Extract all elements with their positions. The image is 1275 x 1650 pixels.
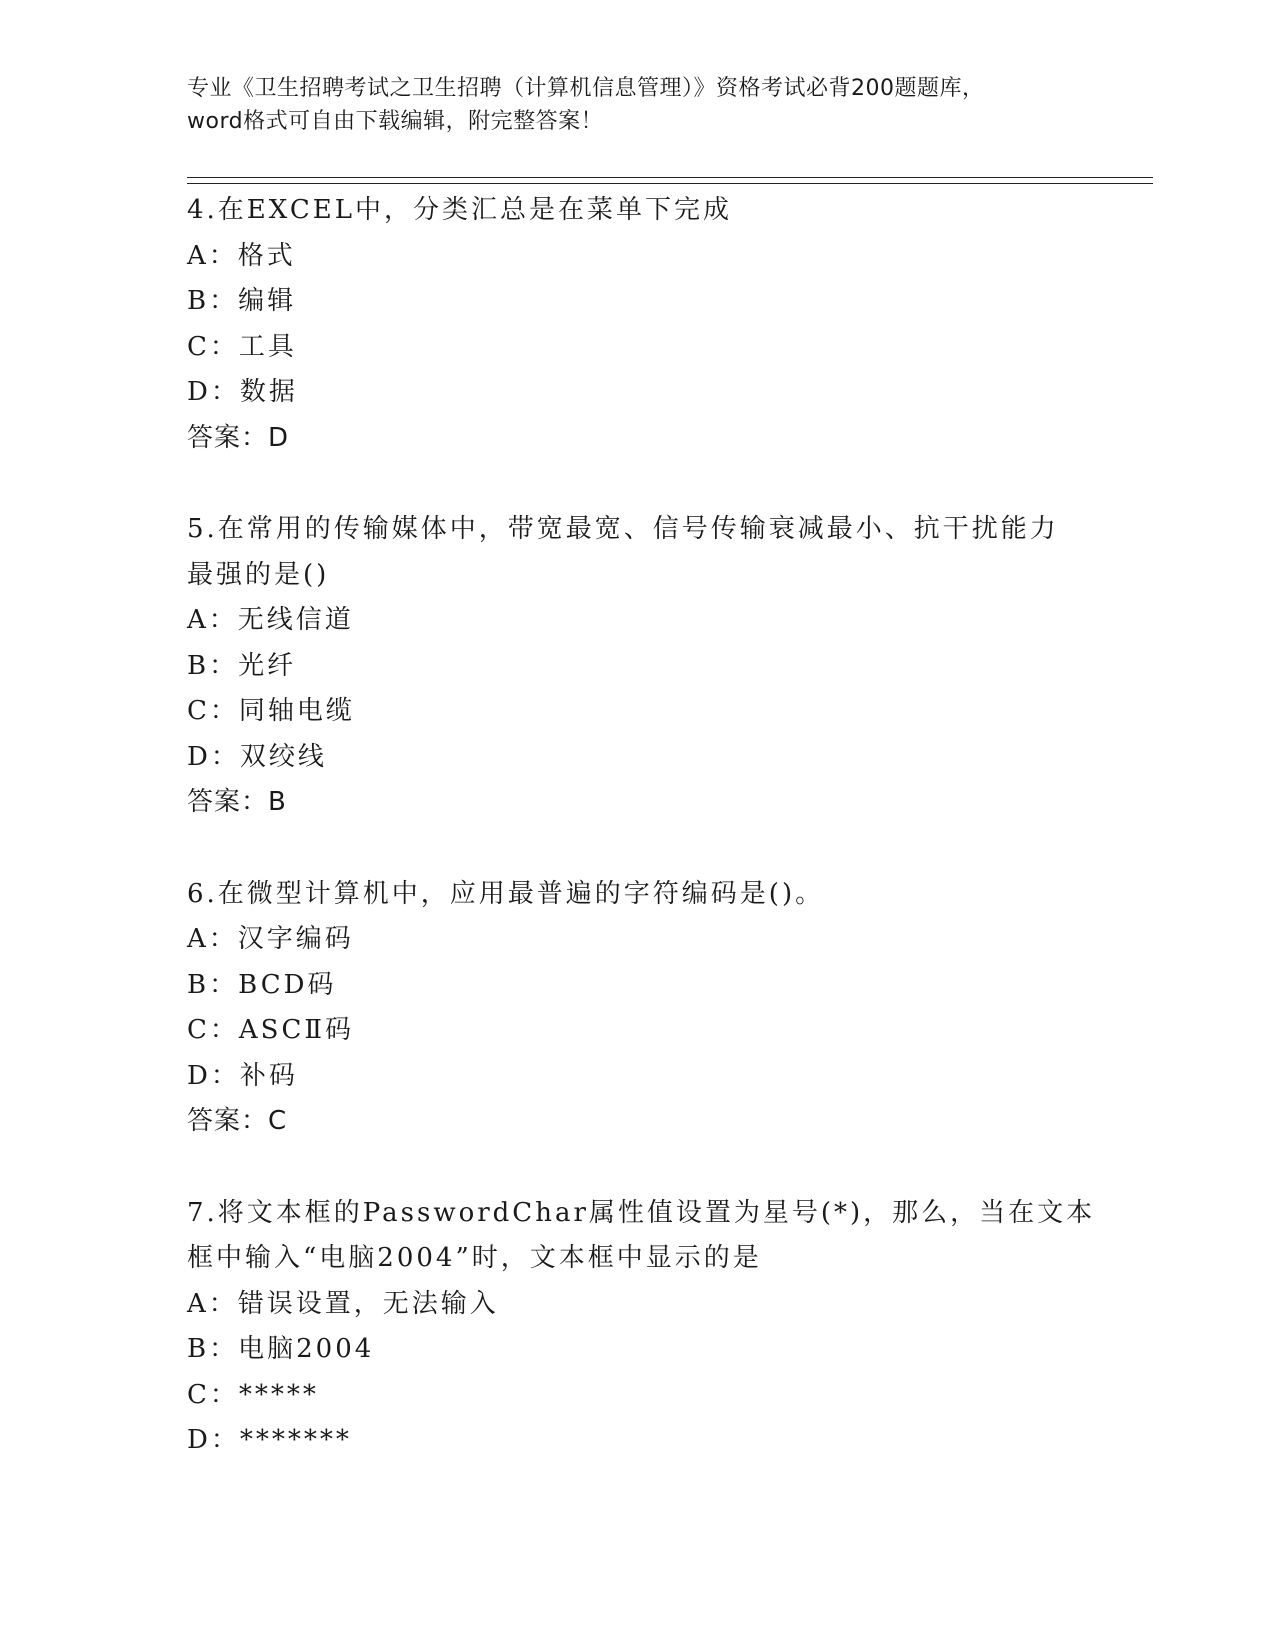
question-4 [187,188,1087,461]
header-line-1: 专业《卫生招聘考试之卫生招聘（计算机信息管理）》资格考试必背200题题库， [187,76,985,101]
question-text: 4.在EXCEL中，分类汇总是在菜单下完成 [187,195,732,225]
spacer [187,826,1087,872]
header-divider-top [187,177,1153,178]
question-7 [187,1191,1096,1464]
header-divider-bottom [187,183,1153,184]
option-d: D：******* [187,1425,352,1455]
option-b: B：BCD码 [187,969,337,1000]
option-d: D：数据 [187,377,298,407]
document-header [187,72,1087,138]
option-b: B：编辑 [187,286,297,316]
question-6 [187,872,1087,1145]
option-c: C：同轴电缆 [187,696,355,726]
question-text: 6.在微型计算机中，应用最普遍的字符编码是()。 [187,878,825,909]
question-text: 7.将文本框的PasswordChar属性值设置为星号(*)，那么，当在文本 [187,1197,1096,1228]
spacer [187,461,1087,507]
header-line-2: word格式可自由下载编辑，附完整答案！ [187,109,604,134]
question-text-continued: 最强的是() [187,559,330,590]
option-a: A：错误设置，无法输入 [187,1288,499,1319]
answer: 答案：B [187,787,287,817]
option-c: C：***** [187,1379,319,1410]
question-text: 5.在常用的传输媒体中，带宽最宽、信号传输衰减最小、抗干扰能力 [187,514,1059,544]
option-a: A：无线信道 [187,605,354,635]
question-list [187,188,1096,1464]
answer: 答案：C [187,1106,288,1136]
option-b: B：光纤 [187,650,297,681]
spacer [187,1145,1087,1191]
option-a: A：格式 [187,240,296,271]
question-text-continued: 框中输入“电脑2004”时，文本框中显示的是 [187,1243,762,1273]
option-d: D：双绞线 [187,741,327,772]
answer: 答案：D [187,422,290,453]
option-a: A：汉字编码 [187,924,354,954]
option-b: B：电脑2004 [187,1334,375,1364]
question-5 [187,507,1087,826]
option-d: D：补码 [187,1060,298,1091]
option-c: C：ASCⅡ码 [187,1015,355,1045]
option-c: C：工具 [187,331,297,362]
